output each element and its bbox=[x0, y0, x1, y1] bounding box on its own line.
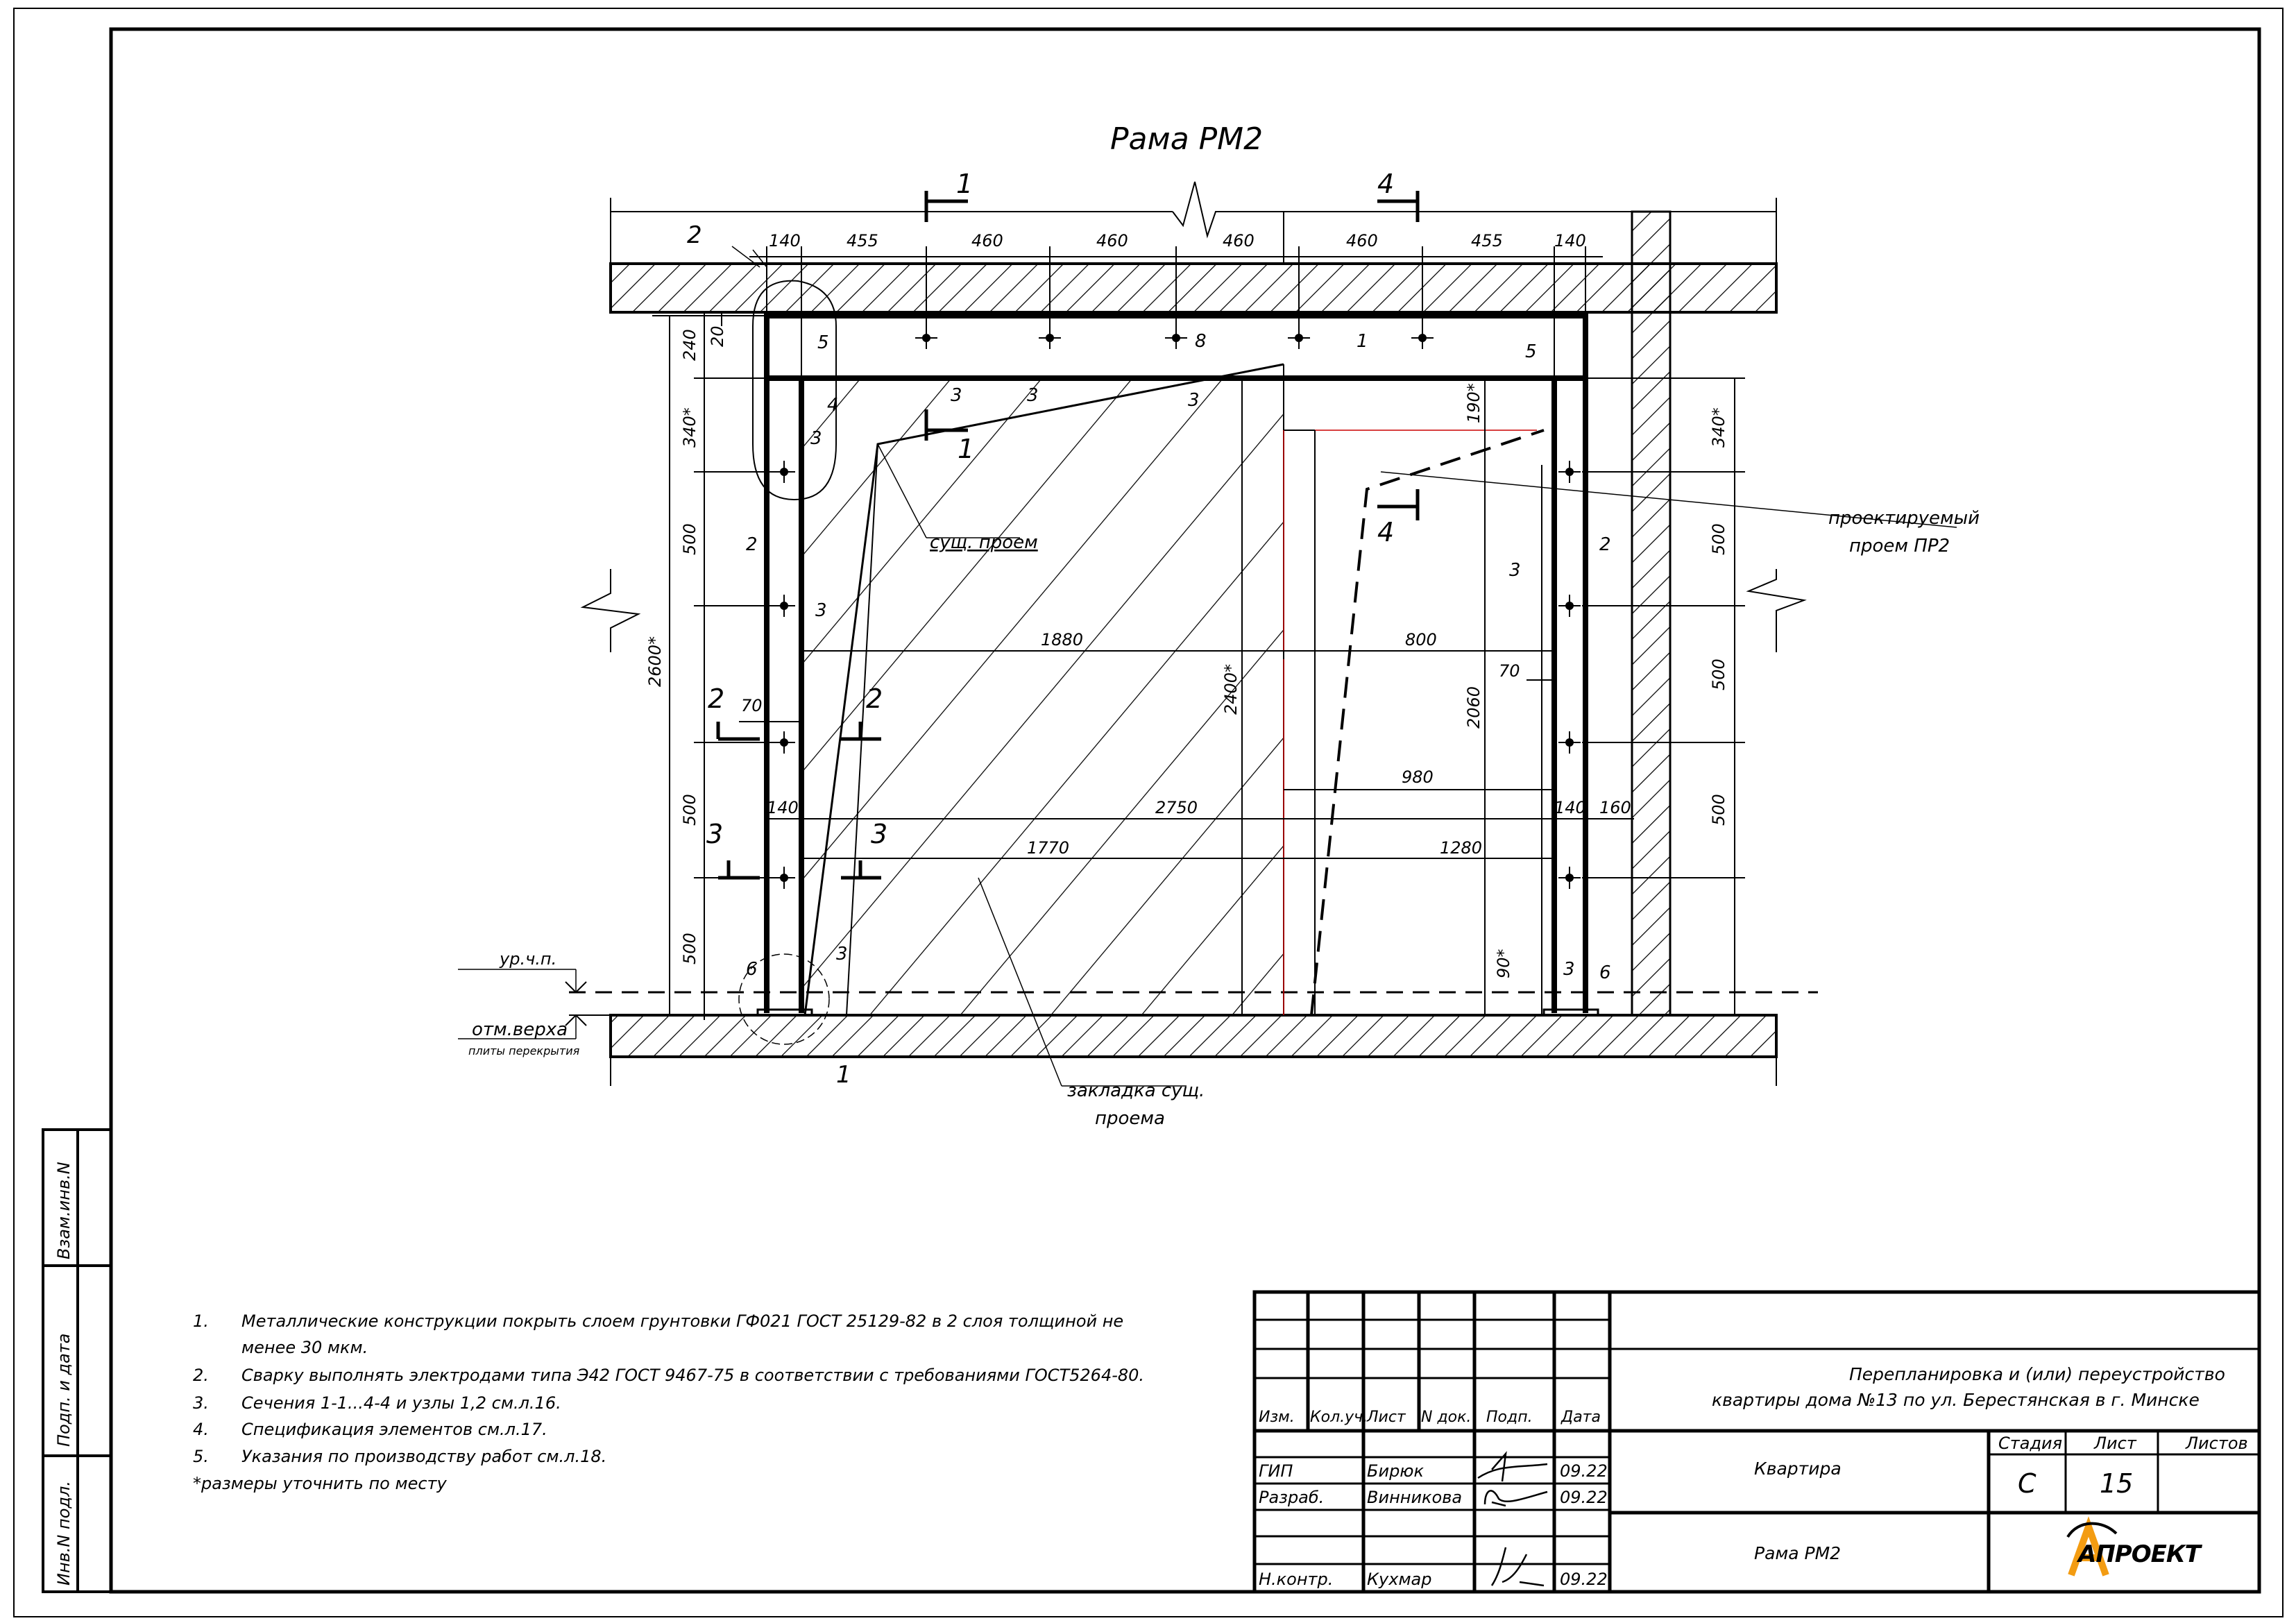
tb-sheets-label: Листов bbox=[2186, 1434, 2248, 1453]
top-dim-1: 455 bbox=[847, 231, 878, 250]
note-num-3: 3. bbox=[193, 1393, 209, 1413]
tb-role-razrab: Разраб. bbox=[1259, 1488, 1325, 1507]
note-num-4: 4. bbox=[193, 1420, 209, 1439]
callout-3-a: 3 bbox=[951, 385, 962, 406]
top-dim-3: 460 bbox=[1096, 231, 1128, 250]
section-mark-2-right: 2 bbox=[866, 683, 883, 714]
tb-header-data: Дата bbox=[1561, 1409, 1601, 1426]
stamp-sign-date: Подп. и дата bbox=[54, 1333, 74, 1447]
section-mark-3-left: 3 bbox=[706, 819, 724, 849]
bottom-slab bbox=[611, 1015, 1776, 1057]
dim-140b: 140 bbox=[1554, 798, 1586, 817]
left-dim-240: 240 bbox=[680, 329, 699, 361]
callout-3-c: 3 bbox=[1188, 390, 1200, 411]
callout-6-left: 6 bbox=[746, 959, 758, 980]
callout-3-g: 3 bbox=[836, 944, 848, 965]
label-slab-top: отм.верха bbox=[472, 1019, 568, 1040]
signatures bbox=[1478, 1454, 1547, 1586]
left-dim-chain bbox=[652, 312, 774, 1020]
section-mark-4-top: 4 bbox=[1377, 169, 1395, 199]
section-mark-3-right: 3 bbox=[871, 819, 888, 849]
tb-header-koluch: Кол.уч. bbox=[1310, 1409, 1368, 1426]
dim-2400: 2400* bbox=[1221, 663, 1241, 715]
tb-object: Квартира bbox=[1754, 1459, 1842, 1479]
tb-stage-value: С bbox=[2018, 1468, 2036, 1499]
dim-800: 800 bbox=[1405, 630, 1437, 649]
tb-project-line1: Перепланировка и (или) переустройство bbox=[1849, 1364, 2225, 1384]
top-dim-6: 455 bbox=[1471, 231, 1503, 250]
right-dim-340: 340* bbox=[1709, 407, 1728, 448]
dim-1280: 1280 bbox=[1440, 838, 1483, 858]
tb-role-gip: ГИП bbox=[1259, 1461, 1293, 1481]
callout-8: 8 bbox=[1195, 331, 1207, 352]
callout-2-top: 2 bbox=[687, 221, 702, 249]
note-text-3: Сечения 1-1...4-4 и узлы 1,2 см.л.16. bbox=[241, 1393, 561, 1413]
tb-sheet-title: Рама РМ2 bbox=[1754, 1543, 1842, 1563]
right-dim-500a: 500 bbox=[1709, 523, 1728, 555]
left-dim-500a: 500 bbox=[680, 523, 699, 555]
tb-date-nkontr: 09.22 bbox=[1560, 1570, 1608, 1589]
dim-160: 160 bbox=[1599, 798, 1631, 817]
tb-name-razrab: Винникова bbox=[1367, 1488, 1463, 1507]
dim-1770: 1770 bbox=[1027, 838, 1070, 858]
tb-date-gip: 09.22 bbox=[1560, 1461, 1608, 1481]
top-dim-5: 460 bbox=[1346, 231, 1378, 250]
callout-3-d: 3 bbox=[810, 428, 822, 449]
dim-2060: 2060 bbox=[1464, 686, 1483, 729]
top-dim-4: 460 bbox=[1223, 231, 1255, 250]
tb-project-line2: квартиры дома №13 по ул. Берестянская в г. Минске bbox=[1712, 1390, 2200, 1410]
tb-stage-label: Стадия bbox=[1998, 1434, 2063, 1453]
callout-6-right: 6 bbox=[1599, 962, 1611, 983]
stamp-original-inv: Инв.N подл. bbox=[54, 1481, 74, 1586]
callout-3-b: 3 bbox=[1027, 385, 1039, 406]
top-slab bbox=[611, 264, 1776, 312]
side-stamp bbox=[43, 1130, 111, 1592]
dim-2750: 2750 bbox=[1155, 798, 1198, 817]
dim-70b: 70 bbox=[1499, 661, 1520, 681]
callout-1-beam: 1 bbox=[1357, 331, 1368, 352]
label-fill-2: проема bbox=[1095, 1108, 1165, 1129]
top-dim-0: 140 bbox=[769, 231, 801, 250]
note-text-4: Спецификация элементов см.л.17. bbox=[241, 1420, 547, 1439]
top-dim-labels bbox=[769, 231, 1586, 250]
dim-140a: 140 bbox=[767, 798, 799, 817]
callout-3-e: 3 bbox=[815, 600, 827, 621]
note-num-5: 5. bbox=[193, 1447, 209, 1466]
dim-1880: 1880 bbox=[1041, 630, 1084, 649]
dim-980: 980 bbox=[1402, 767, 1434, 787]
left-dim-340: 340* bbox=[680, 407, 699, 448]
callout-1-bottom: 1 bbox=[836, 1061, 851, 1089]
stamp-replacement-inv: Взам.инв.N bbox=[54, 1162, 74, 1259]
section-mark-2-left: 2 bbox=[708, 683, 725, 714]
right-dim-500b: 500 bbox=[1709, 658, 1728, 690]
tb-header-ndok: N док. bbox=[1421, 1409, 1472, 1426]
note-footnote: *размеры уточнить по месту bbox=[193, 1474, 447, 1493]
note-text-1b: менее 30 мкм. bbox=[241, 1338, 368, 1357]
tb-header-izm: Изм. bbox=[1259, 1409, 1295, 1426]
callout-2-right: 2 bbox=[1599, 534, 1611, 555]
section-mark-1-mid: 1 bbox=[958, 434, 975, 464]
callout-2-left: 2 bbox=[746, 534, 758, 555]
callout-4: 4 bbox=[827, 395, 839, 416]
label-floor-level: ур.ч.п. bbox=[500, 949, 557, 969]
dim-90: 90* bbox=[1494, 949, 1513, 978]
left-dim-500c: 500 bbox=[680, 933, 699, 965]
tb-role-nkontr: Н.контр. bbox=[1259, 1570, 1334, 1589]
tb-sheet-label: Лист bbox=[2094, 1434, 2136, 1453]
dim-70a: 70 bbox=[741, 696, 763, 715]
designed-opening bbox=[1284, 430, 1544, 1015]
label-slab-top-2: плиты перекрытия bbox=[468, 1044, 580, 1057]
tb-header-podp: Подп. bbox=[1486, 1409, 1533, 1426]
tb-sheet-value: 15 bbox=[2100, 1468, 2134, 1499]
note-text-1: Металлические конструкции покрыть слоем грунтовки ГФ021 ГОСТ 25129-82 в 2 слоя толщиной не bbox=[241, 1311, 1124, 1331]
left-dim-500b: 500 bbox=[680, 794, 699, 826]
top-dim-2: 460 bbox=[971, 231, 1003, 250]
section-mark-1-top: 1 bbox=[956, 169, 973, 199]
callout-3-f: 3 bbox=[1509, 560, 1521, 581]
callout-5-left: 5 bbox=[817, 332, 829, 353]
tb-name-gip: Бирюк bbox=[1367, 1461, 1424, 1481]
tb-logo-text: АПРОЕКТ bbox=[2078, 1540, 2200, 1568]
tb-header-list: Лист bbox=[1367, 1409, 1406, 1426]
note-text-2: Сварку выполнять электродами типа Э42 ГОСТ 9467-75 в соответствии с требованиями ГОСТ5264-80. bbox=[241, 1366, 1145, 1385]
callout-3-h: 3 bbox=[1563, 959, 1575, 980]
note-num-2: 2. bbox=[193, 1366, 209, 1385]
right-dim-500c: 500 bbox=[1709, 794, 1728, 826]
tb-date-razrab: 09.22 bbox=[1560, 1488, 1608, 1507]
label-fill-1: закладка сущ. bbox=[1067, 1080, 1205, 1101]
right-wall bbox=[1632, 212, 1670, 1015]
left-dim-2600: 2600* bbox=[645, 636, 665, 687]
section-mark-4-mid: 4 bbox=[1377, 517, 1395, 547]
label-designed-1: проектируемый bbox=[1828, 508, 1980, 529]
label-existing-opening: сущ. проем bbox=[930, 532, 1038, 553]
left-dim-20: 20 bbox=[708, 325, 727, 347]
drawing-title: Рама РМ2 bbox=[1110, 121, 1264, 157]
tb-name-nkontr: Кухмар bbox=[1367, 1570, 1432, 1589]
top-dim-7: 140 bbox=[1554, 231, 1586, 250]
note-text-5: Указания по производству работ см.л.18. bbox=[241, 1447, 607, 1466]
dim-190: 190* bbox=[1464, 383, 1483, 423]
note-num-1: 1. bbox=[193, 1311, 209, 1331]
callout-5-right: 5 bbox=[1525, 341, 1537, 362]
label-designed-2: проем ПР2 bbox=[1849, 536, 1950, 556]
